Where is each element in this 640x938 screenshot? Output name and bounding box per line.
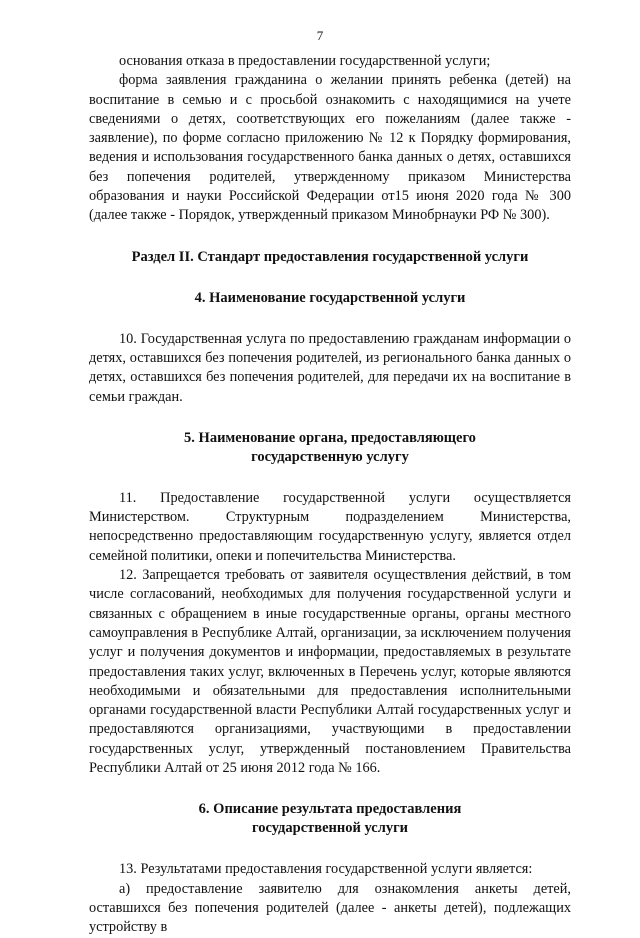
paragraph-13: 13. Результатами предоставления государственной услуги является:: [119, 861, 533, 878]
heading-service-name: 4. Наименование государственной услуги: [194, 289, 466, 306]
paragraph-13a: а) предоставление заявителю для ознакомления анкеты детей, оставшихся без попечения родителей (далее - анкеты детей), подлежащих устройству в: [89, 880, 571, 936]
page-number: 7: [316, 28, 324, 43]
heading-result-line2: государственной услуги: [251, 820, 409, 837]
paragraph-refusal-grounds: основания отказа в предоставлении государственной услуги;: [119, 53, 491, 69]
paragraph-10: 10. Государственная услуга по предоставлению гражданам информации о детях, оставшихся без попечения родителей, из регионального банка данных о детях, оставшихся без попечения родителей, для передачи их на воспитание в семьи граждан.: [89, 330, 571, 405]
paragraph-application-form: форма заявления гражданина о желании принять ребенка (детей) на воспитание в семью и с просьбой ознакомить с находящимися на учете сведениями о детях, соответствующих его пожеланиям (далее также - заявление), по форме согласно приложению № 12 к Порядку формирования, ведения и использования государственного банка данных о детях, оставшихся без попечения родителей, утвержденному приказом Министерства образования и науки Российской Федерации от15 июня 2020 года № 300 (далее также - Порядок, утвержденный приказом Минобрнауки РФ № 300).: [89, 72, 571, 224]
paragraph-12: 12. Запрещается требовать от заявителя осуществления действий, в том числе согласований, необходимых для получения государственной услуги и связанных с обращением в иные государственные органы, органы местного самоуправления в Республике Алтай, организации, за исключением получения услуг и получения документов и информации, предоставляемых в результате предоставления таких услуг, включенных в Перечень услуг, которые являются необходимыми и обязательными для предоставления исполнительными органами государственной власти Республики Алтай государственных услуг и предоставляются организациями, участвующими в предоставлении государственных услуг, утвержденный постановлением Правительства Республики Алтай от 25 июня 2012 года № 166.: [89, 567, 571, 777]
heading-authority-line1: 5. Наименование органа, предоставляющего: [184, 429, 476, 446]
heading-authority-line2: государственную услугу: [251, 448, 409, 465]
heading-result-line1: 6. Описание результата предоставления: [198, 801, 462, 818]
section-heading: Раздел II. Стандарт предоставления государственной услуги: [131, 248, 529, 265]
paragraph-11: 11. Предоставление государственной услуги осуществляется Министерством. Структурным подразделением Министерства, непосредственно предоставляющим государственную услугу, является отдел семейной политики, опеки и попечительства Министерства.: [89, 489, 571, 564]
document-body: [89, 52, 571, 938]
